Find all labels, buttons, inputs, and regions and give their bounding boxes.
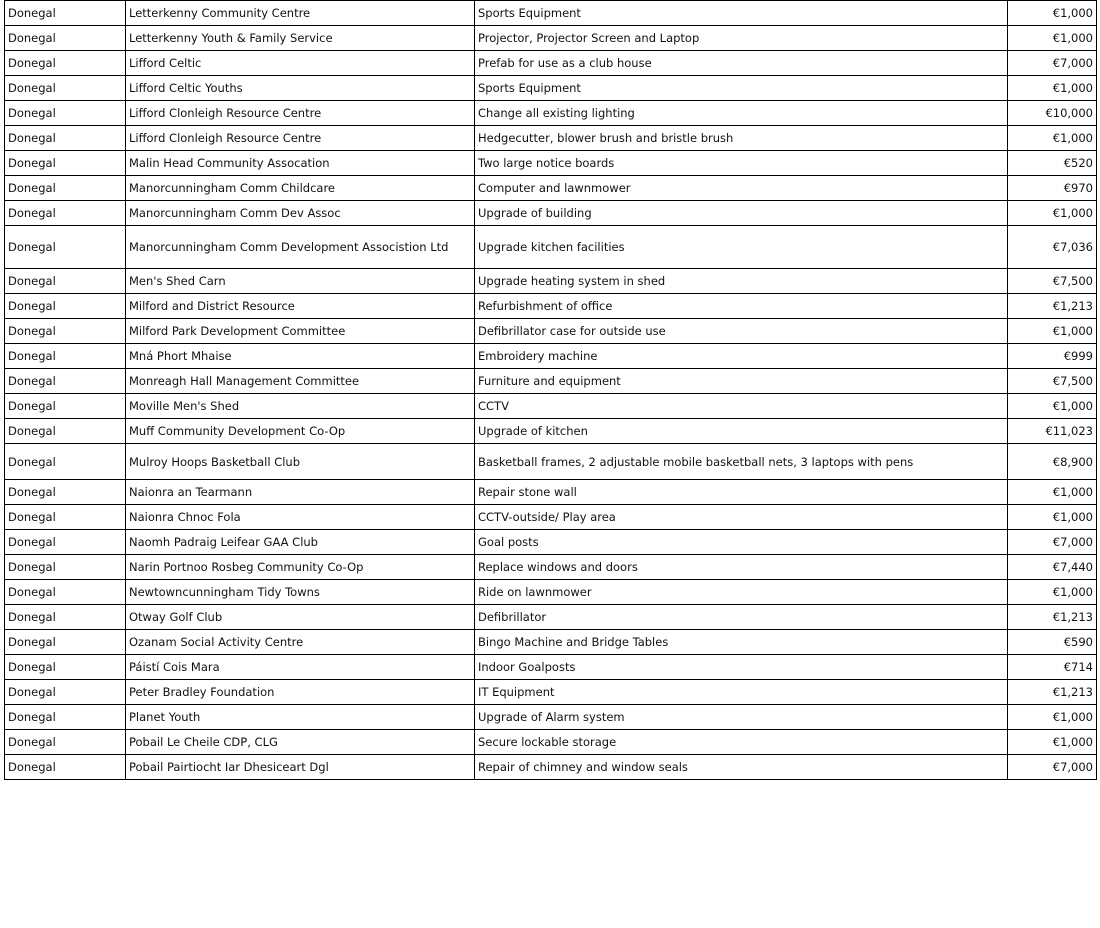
project-cell: Repair of chimney and window seals xyxy=(475,755,1008,780)
project-cell: Upgrade kitchen facilities xyxy=(475,226,1008,269)
county-cell: Donegal xyxy=(5,369,126,394)
organisation-cell: Otway Golf Club xyxy=(126,605,475,630)
organisation-cell: Milford and District Resource xyxy=(126,294,475,319)
table-row xyxy=(5,294,1097,319)
table-row xyxy=(5,226,1097,269)
amount-cell: €1,000 xyxy=(1008,705,1097,730)
table-row xyxy=(5,1,1097,26)
project-cell: Hedgecutter, blower brush and bristle brush xyxy=(475,126,1008,151)
county-cell: Donegal xyxy=(5,680,126,705)
county-cell: Donegal xyxy=(5,151,126,176)
table-row xyxy=(5,555,1097,580)
amount-cell: €7,000 xyxy=(1008,755,1097,780)
table-row xyxy=(5,655,1097,680)
project-cell: CCTV-outside/ Play area xyxy=(475,505,1008,530)
project-cell: Secure lockable storage xyxy=(475,730,1008,755)
county-cell: Donegal xyxy=(5,176,126,201)
table-row xyxy=(5,755,1097,780)
project-cell: Upgrade of Alarm system xyxy=(475,705,1008,730)
table-row xyxy=(5,51,1097,76)
county-cell: Donegal xyxy=(5,269,126,294)
project-cell: Sports Equipment xyxy=(475,76,1008,101)
organisation-cell: Newtowncunningham Tidy Towns xyxy=(126,580,475,605)
project-cell: Computer and lawnmower xyxy=(475,176,1008,201)
organisation-cell: Moville Men's Shed xyxy=(126,394,475,419)
county-cell: Donegal xyxy=(5,1,126,26)
county-cell: Donegal xyxy=(5,530,126,555)
amount-cell: €1,213 xyxy=(1008,605,1097,630)
project-cell: Upgrade heating system in shed xyxy=(475,269,1008,294)
project-cell: Upgrade of building xyxy=(475,201,1008,226)
organisation-cell: Muff Community Development Co-Op xyxy=(126,419,475,444)
county-cell: Donegal xyxy=(5,630,126,655)
organisation-cell: Narin Portnoo Rosbeg Community Co-Op xyxy=(126,555,475,580)
county-cell: Donegal xyxy=(5,394,126,419)
county-cell: Donegal xyxy=(5,319,126,344)
project-cell: Sports Equipment xyxy=(475,1,1008,26)
project-cell: Goal posts xyxy=(475,530,1008,555)
county-cell: Donegal xyxy=(5,655,126,680)
organisation-cell: Pobail Le Cheile CDP, CLG xyxy=(126,730,475,755)
county-cell: Donegal xyxy=(5,26,126,51)
county-cell: Donegal xyxy=(5,730,126,755)
organisation-cell: Pobail Pairtiocht Iar Dhesiceart Dgl xyxy=(126,755,475,780)
grants-table-page xyxy=(4,0,1096,780)
organisation-cell: Manorcunningham Comm Development Associstion Ltd xyxy=(126,226,475,269)
project-cell: Embroidery machine xyxy=(475,344,1008,369)
organisation-cell: Malin Head Community Assocation xyxy=(126,151,475,176)
amount-cell: €714 xyxy=(1008,655,1097,680)
county-cell: Donegal xyxy=(5,419,126,444)
grants-table xyxy=(4,0,1097,780)
organisation-cell: Lifford Celtic xyxy=(126,51,475,76)
organisation-cell: Páistí Cois Mara xyxy=(126,655,475,680)
county-cell: Donegal xyxy=(5,226,126,269)
table-row xyxy=(5,26,1097,51)
project-cell: Repair stone wall xyxy=(475,480,1008,505)
table-row xyxy=(5,730,1097,755)
amount-cell: €7,000 xyxy=(1008,51,1097,76)
county-cell: Donegal xyxy=(5,101,126,126)
project-cell: Bingo Machine and Bridge Tables xyxy=(475,630,1008,655)
amount-cell: €1,000 xyxy=(1008,505,1097,530)
organisation-cell: Lifford Clonleigh Resource Centre xyxy=(126,126,475,151)
amount-cell: €970 xyxy=(1008,176,1097,201)
table-row xyxy=(5,394,1097,419)
amount-cell: €1,000 xyxy=(1008,201,1097,226)
amount-cell: €590 xyxy=(1008,630,1097,655)
organisation-cell: Ozanam Social Activity Centre xyxy=(126,630,475,655)
table-row xyxy=(5,705,1097,730)
organisation-cell: Peter Bradley Foundation xyxy=(126,680,475,705)
table-row xyxy=(5,419,1097,444)
project-cell: Refurbishment of office xyxy=(475,294,1008,319)
county-cell: Donegal xyxy=(5,580,126,605)
project-cell: Replace windows and doors xyxy=(475,555,1008,580)
county-cell: Donegal xyxy=(5,344,126,369)
organisation-cell: Manorcunningham Comm Childcare xyxy=(126,176,475,201)
amount-cell: €7,500 xyxy=(1008,369,1097,394)
county-cell: Donegal xyxy=(5,480,126,505)
amount-cell: €7,000 xyxy=(1008,530,1097,555)
county-cell: Donegal xyxy=(5,76,126,101)
table-row xyxy=(5,344,1097,369)
amount-cell: €1,000 xyxy=(1008,730,1097,755)
amount-cell: €1,213 xyxy=(1008,680,1097,705)
amount-cell: €1,000 xyxy=(1008,1,1097,26)
county-cell: Donegal xyxy=(5,294,126,319)
table-row xyxy=(5,680,1097,705)
project-cell: Ride on lawnmower xyxy=(475,580,1008,605)
table-row xyxy=(5,319,1097,344)
amount-cell: €520 xyxy=(1008,151,1097,176)
organisation-cell: Letterkenny Youth & Family Service xyxy=(126,26,475,51)
county-cell: Donegal xyxy=(5,51,126,76)
amount-cell: €1,213 xyxy=(1008,294,1097,319)
amount-cell: €8,900 xyxy=(1008,444,1097,480)
amount-cell: €7,500 xyxy=(1008,269,1097,294)
county-cell: Donegal xyxy=(5,555,126,580)
amount-cell: €1,000 xyxy=(1008,319,1097,344)
table-row xyxy=(5,151,1097,176)
amount-cell: €1,000 xyxy=(1008,394,1097,419)
amount-cell: €1,000 xyxy=(1008,126,1097,151)
table-row xyxy=(5,444,1097,480)
project-cell: Furniture and equipment xyxy=(475,369,1008,394)
table-row xyxy=(5,480,1097,505)
amount-cell: €1,000 xyxy=(1008,580,1097,605)
project-cell: Defibrillator case for outside use xyxy=(475,319,1008,344)
organisation-cell: Planet Youth xyxy=(126,705,475,730)
project-cell: Projector, Projector Screen and Laptop xyxy=(475,26,1008,51)
table-row xyxy=(5,269,1097,294)
table-row xyxy=(5,630,1097,655)
project-cell: IT Equipment xyxy=(475,680,1008,705)
project-cell: Change all existing lighting xyxy=(475,101,1008,126)
table-row xyxy=(5,76,1097,101)
amount-cell: €7,036 xyxy=(1008,226,1097,269)
project-cell: CCTV xyxy=(475,394,1008,419)
county-cell: Donegal xyxy=(5,201,126,226)
county-cell: Donegal xyxy=(5,126,126,151)
project-cell: Upgrade of kitchen xyxy=(475,419,1008,444)
county-cell: Donegal xyxy=(5,705,126,730)
organisation-cell: Milford Park Development Committee xyxy=(126,319,475,344)
organisation-cell: Naionra an Tearmann xyxy=(126,480,475,505)
table-row xyxy=(5,126,1097,151)
county-cell: Donegal xyxy=(5,605,126,630)
project-cell: Prefab for use as a club house xyxy=(475,51,1008,76)
table-row xyxy=(5,101,1097,126)
county-cell: Donegal xyxy=(5,505,126,530)
table-row xyxy=(5,201,1097,226)
organisation-cell: Lifford Celtic Youths xyxy=(126,76,475,101)
project-cell: Two large notice boards xyxy=(475,151,1008,176)
amount-cell: €1,000 xyxy=(1008,26,1097,51)
amount-cell: €1,000 xyxy=(1008,76,1097,101)
amount-cell: €999 xyxy=(1008,344,1097,369)
county-cell: Donegal xyxy=(5,444,126,480)
organisation-cell: Manorcunningham Comm Dev Assoc xyxy=(126,201,475,226)
county-cell: Donegal xyxy=(5,755,126,780)
table-row xyxy=(5,176,1097,201)
table-row xyxy=(5,530,1097,555)
amount-cell: €1,000 xyxy=(1008,480,1097,505)
project-cell: Indoor Goalposts xyxy=(475,655,1008,680)
amount-cell: €10,000 xyxy=(1008,101,1097,126)
organisation-cell: Men's Shed Carn xyxy=(126,269,475,294)
organisation-cell: Monreagh Hall Management Committee xyxy=(126,369,475,394)
organisation-cell: Mná Phort Mhaise xyxy=(126,344,475,369)
project-cell: Basketball frames, 2 adjustable mobile basketball nets, 3 laptops with pens xyxy=(475,444,1008,480)
grants-table-body xyxy=(5,1,1097,780)
organisation-cell: Letterkenny Community Centre xyxy=(126,1,475,26)
organisation-cell: Naionra Chnoc Fola xyxy=(126,505,475,530)
amount-cell: €11,023 xyxy=(1008,419,1097,444)
organisation-cell: Naomh Padraig Leifear GAA Club xyxy=(126,530,475,555)
organisation-cell: Lifford Clonleigh Resource Centre xyxy=(126,101,475,126)
table-row xyxy=(5,605,1097,630)
table-row xyxy=(5,369,1097,394)
table-row xyxy=(5,580,1097,605)
project-cell: Defibrillator xyxy=(475,605,1008,630)
table-row xyxy=(5,505,1097,530)
organisation-cell: Mulroy Hoops Basketball Club xyxy=(126,444,475,480)
amount-cell: €7,440 xyxy=(1008,555,1097,580)
